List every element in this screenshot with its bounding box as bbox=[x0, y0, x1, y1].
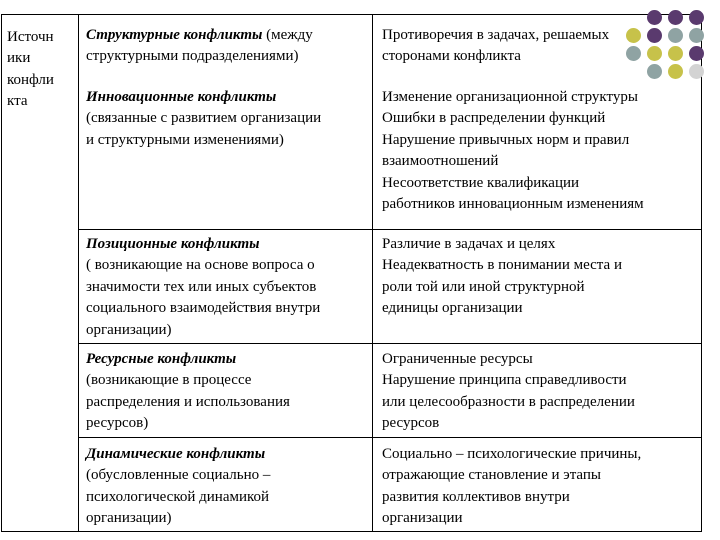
contradiction-line: Изменение организационной структуры bbox=[382, 89, 638, 105]
contradiction-line: единицы организации bbox=[382, 300, 523, 317]
dot-olive bbox=[626, 28, 641, 43]
conflict-desc-line: ресурсов) bbox=[86, 415, 149, 432]
conflict-desc-line: социального взаимодействия внутри bbox=[86, 300, 321, 317]
contradiction-line: Неадекватность в понимании места и bbox=[382, 257, 622, 274]
dot-teal bbox=[668, 28, 683, 43]
conflict-type-title: Инновационные конфликты bbox=[86, 89, 277, 105]
contradiction-line: ресурсов bbox=[382, 415, 440, 432]
contradiction-line: работников инновационным изменениям bbox=[382, 196, 644, 213]
contradiction-line: Социально – психологические причины, bbox=[382, 446, 642, 462]
contradiction-line: или целесообразности в распределении bbox=[382, 393, 635, 410]
decorative-dot-grid bbox=[626, 10, 704, 79]
conflict-desc-line: (возникающие в процессе bbox=[86, 372, 252, 389]
dot-empty bbox=[626, 10, 641, 25]
conflict-desc-line: распределения и использования bbox=[86, 393, 290, 410]
contradiction-line: сторонами конфликта bbox=[382, 48, 521, 65]
dot-olive bbox=[647, 46, 662, 61]
contradictions-structural bbox=[382, 25, 609, 68]
contradiction-line: Различие в задачах и целях bbox=[382, 236, 556, 252]
dot-grey bbox=[689, 64, 704, 79]
source-line: кта bbox=[7, 93, 28, 110]
conflict-desc-line: (связанные с развитием организации bbox=[86, 110, 322, 127]
conflict-desc-line: психологической динамикой bbox=[86, 488, 270, 505]
conflict-type-title: Динамические конфликты bbox=[86, 446, 266, 462]
source-line: Источн bbox=[7, 29, 54, 45]
conflict-type-dynamic bbox=[86, 444, 270, 530]
contradiction-line: Противоречия в задачах, решаемых bbox=[382, 27, 610, 43]
dot-olive bbox=[668, 46, 683, 61]
dot-empty bbox=[626, 64, 641, 79]
contradictions-resource bbox=[382, 349, 635, 435]
conflict-desc-line: значимости тех или иных субъектов bbox=[86, 278, 317, 295]
conflict-type-title: Позиционные конфликты bbox=[86, 236, 260, 252]
conflict-desc-line: и структурными изменениями) bbox=[86, 131, 284, 148]
dot-teal bbox=[689, 28, 704, 43]
conflict-type-title: Структурные конфликты bbox=[86, 27, 263, 43]
conflict-type-title: Ресурсные конфликты bbox=[86, 351, 237, 367]
contradiction-line: Несоответствие квалификации bbox=[382, 174, 580, 191]
contradiction-line: Нарушение принципа справедливости bbox=[382, 372, 627, 389]
conflict-type-structural bbox=[86, 25, 313, 68]
conflict-type-positional bbox=[86, 234, 320, 341]
contradictions-positional bbox=[382, 234, 622, 320]
contradiction-line: Ограниченные ресурсы bbox=[382, 351, 533, 367]
contradiction-line: Ошибки в распределении функций bbox=[382, 110, 606, 127]
dot-olive bbox=[668, 64, 683, 79]
conflict-type-innovative bbox=[86, 87, 321, 151]
dot-purple bbox=[647, 28, 662, 43]
conflict-desc-line: структурными подразделениями) bbox=[86, 48, 299, 65]
contradictions-dynamic bbox=[382, 444, 641, 530]
dot-purple bbox=[647, 10, 662, 25]
conflict-type-resource bbox=[86, 349, 290, 435]
row-divider bbox=[78, 437, 701, 438]
source-line: конфли bbox=[7, 71, 54, 88]
conflict-desc-line: (обусловленные социально – bbox=[86, 467, 271, 484]
contradiction-line: Нарушение привычных норм и правил bbox=[382, 131, 630, 148]
conflict-desc-line: ( возникающие на основе вопроса о bbox=[86, 257, 315, 274]
contradiction-line: роли той или иной структурной bbox=[382, 278, 585, 295]
contradictions-innovative bbox=[382, 87, 644, 215]
row-divider bbox=[78, 229, 701, 230]
contradiction-line: организации bbox=[382, 510, 463, 527]
source-line: ики bbox=[7, 50, 31, 67]
conflict-desc-line: организации) bbox=[86, 510, 172, 527]
column-divider bbox=[78, 15, 79, 531]
dot-teal bbox=[626, 46, 641, 61]
source-cell bbox=[7, 27, 54, 113]
dot-purple bbox=[668, 10, 683, 25]
row-divider bbox=[78, 343, 701, 344]
contradiction-line: отражающие становление и этапы bbox=[382, 467, 602, 484]
column-divider bbox=[372, 15, 373, 531]
conflict-desc-line: организации) bbox=[86, 321, 172, 338]
contradiction-line: развития коллективов внутри bbox=[382, 488, 570, 505]
dot-purple bbox=[689, 10, 704, 25]
dot-purple bbox=[689, 46, 704, 61]
conflicts-table bbox=[1, 14, 702, 532]
contradiction-line: взаимоотношений bbox=[382, 153, 499, 170]
dot-teal bbox=[647, 64, 662, 79]
conflict-desc-line: (между bbox=[262, 27, 313, 43]
